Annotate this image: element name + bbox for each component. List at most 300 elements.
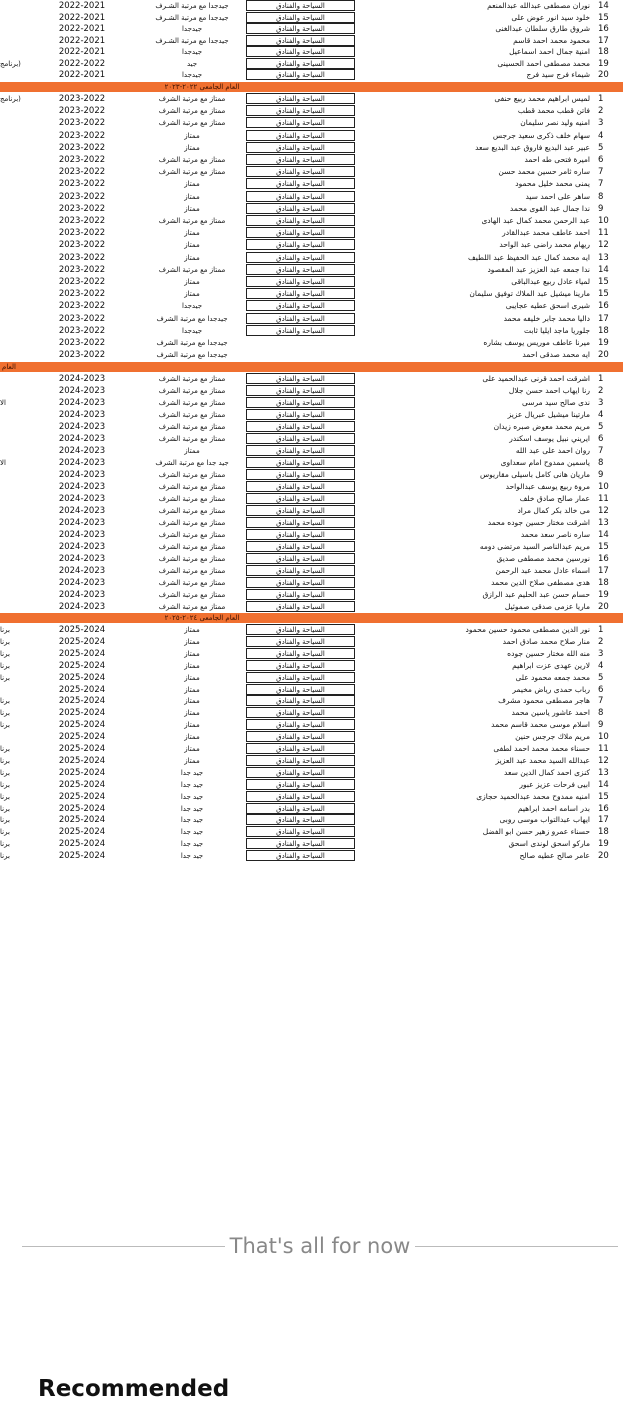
student-name: سهام خلف ذكرى سعيد جرجس: [492, 130, 590, 140]
student-name: ايه محمد صدقى احمد: [522, 350, 590, 360]
row-number: 9: [598, 720, 604, 731]
department: السياحة والفنادق: [246, 276, 355, 287]
row-number: 3: [598, 118, 604, 129]
academic-year: 2025-2024: [58, 827, 106, 838]
academic-year: 2024-2023: [58, 494, 106, 504]
table-row: [0, 589, 640, 601]
grade: جيد جدا: [180, 780, 204, 789]
truncated-note: برنا: [0, 637, 10, 646]
table-row: [0, 276, 640, 288]
department: السياحة والفنادق: [246, 684, 355, 695]
academic-year: 2023-2022: [58, 228, 106, 239]
student-name: هدى مصطفى صلاح الدين محمد: [491, 578, 590, 587]
academic-year: 2023-2022: [58, 338, 106, 348]
table-row: [0, 35, 640, 47]
department: السياحة والفنادق: [246, 469, 355, 480]
table-row: [0, 325, 640, 337]
row-number: 1: [598, 625, 604, 635]
row-number: 20: [598, 70, 609, 80]
table-row: [0, 191, 640, 203]
student-name: محمد جمعه محمود على: [515, 672, 590, 682]
row-number: 17: [598, 35, 609, 46]
department: السياحة والفنادق: [246, 445, 355, 456]
grade: ممتاز مع مرتبة الشرف: [158, 603, 226, 611]
academic-year: 2024-2023: [58, 482, 106, 492]
grade: ممتاز: [184, 131, 200, 140]
academic-year: 2023-2022: [58, 289, 106, 300]
table-row: [0, 719, 640, 731]
academic-year: 2023-2022: [58, 106, 106, 117]
table-row: [0, 731, 640, 743]
table-row: [0, 672, 640, 684]
department: السياحة والفنادق: [246, 227, 355, 238]
truncated-note: برنا: [0, 697, 10, 706]
table-row: [0, 541, 640, 553]
department: السياحة والفنادق: [246, 660, 355, 671]
grade: ممتاز مع مرتبة الشرف: [158, 531, 226, 539]
row-number: 7: [598, 179, 604, 190]
table-row: [0, 660, 640, 672]
department: السياحة والفنادق: [246, 264, 355, 275]
truncated-note: برنا: [0, 840, 10, 849]
grade: ممتاز مع مرتبة الشرف: [158, 507, 226, 515]
grade: جيدجدا مع مرتبة الشـرف: [155, 36, 229, 45]
table-row: [0, 288, 640, 300]
grade: ممتاز مع مرتبة الشرف: [158, 156, 226, 164]
table-row: [0, 23, 640, 35]
student-name: مارتينا ميشيل عبريال عزيز: [507, 410, 590, 419]
academic-year: 2023-2022: [58, 118, 106, 129]
student-name: رنا ايهاب احمد حسن جلال: [508, 386, 590, 395]
department: السياحة والفنادق: [246, 46, 355, 57]
grade: ممتاز: [184, 745, 200, 753]
row-number: 16: [598, 554, 609, 564]
student-name: ساره ناصر سعد محمد: [520, 530, 590, 539]
table-row: [0, 142, 640, 154]
department: السياحة والفنادق: [246, 58, 355, 69]
grade: جيد جدا مع مرتبة الشرف: [155, 459, 229, 467]
department: السياحة والفنادق: [246, 803, 355, 814]
grade: ممتاز مع مرتبة الشرف: [158, 579, 226, 587]
grade: ممتاز: [184, 253, 200, 262]
academic-year: 2024-2023: [58, 446, 106, 456]
truncated-note: برنا: [0, 626, 10, 634]
academic-year: 2024-2023: [58, 410, 106, 420]
student-name: امنيه ممدوح محمد عبدالحميد حجازى: [476, 791, 590, 801]
academic-year: 2023-2022: [58, 350, 106, 361]
student-name: داليا محمد جابر خليفه محمد: [503, 313, 590, 323]
grade: جيدجدا مع مرتبة الشرف: [156, 314, 228, 323]
row-number: 5: [598, 142, 604, 153]
table-row: [0, 755, 640, 767]
truncated-note: (برنامج: [0, 95, 21, 103]
grade: ممتاز مع مرتبة الشرف: [158, 119, 226, 128]
student-name: احمد عاطف محمد عبدالقادر: [502, 228, 590, 238]
grade: ممتاز: [184, 637, 200, 646]
grade: ممتاز مع مرتبة الشرف: [158, 423, 226, 431]
academic-year: 2023-2022: [58, 203, 106, 214]
department: السياحة والفنادق: [246, 239, 355, 250]
department: السياحة والفنادق: [246, 142, 355, 153]
row-number: 4: [598, 410, 604, 420]
grade: ممتاز: [184, 733, 200, 742]
grade: ممتاز: [184, 721, 200, 730]
department: السياحة والفنادق: [246, 672, 355, 683]
table-row: [0, 529, 640, 541]
table-row: [0, 577, 640, 589]
grade: ممتاز مع مرتبة الشرف: [158, 265, 226, 274]
student-name: ماريان هانى كامل باسيلى مقاريوس: [480, 470, 590, 479]
student-name: عمار صالح صادق خلف: [519, 494, 590, 503]
student-name: بدر اسامه احمد ابراهيم: [517, 803, 590, 813]
student-name: اميرة فتحى طه احمد: [524, 155, 590, 164]
table-row: [0, 517, 640, 529]
row-number: 18: [598, 325, 609, 336]
row-number: 3: [598, 398, 604, 408]
department: السياحة والفنادق: [246, 743, 355, 754]
department: السياحة والفنادق: [246, 541, 355, 552]
table-row: [0, 203, 640, 215]
department: السياحة والفنادق: [246, 826, 355, 837]
academic-year: 2024-2023: [58, 542, 106, 552]
row-number: 10: [598, 732, 609, 743]
academic-year: 2024-2023: [58, 554, 106, 564]
academic-year: 2023-2022: [58, 301, 106, 312]
grade: ممتاز مع مرتبة الشرف: [158, 411, 226, 419]
student-name: مريم عبدالناصر السيد مرتضى دومه: [479, 542, 590, 551]
department: السياحة والفنادق: [246, 624, 355, 635]
row-number: 20: [598, 851, 609, 862]
department: السياحة والفنادق: [246, 0, 355, 11]
table-row: [0, 826, 640, 838]
row-number: 19: [598, 590, 609, 600]
department: السياحة والفنادق: [246, 300, 355, 311]
academic-year: 2025-2024: [58, 839, 106, 850]
department: السياحة والفنادق: [246, 791, 355, 802]
row-number: 11: [598, 228, 609, 239]
grade: جيد جدا: [180, 852, 204, 861]
academic-year: 2022-2021: [58, 47, 106, 57]
table-row: [0, 601, 640, 613]
table-row: [0, 300, 640, 312]
row-number: 6: [598, 155, 604, 165]
row-number: 13: [598, 767, 609, 778]
table-row: [0, 814, 640, 826]
student-name: فاتن قطب محمد قطب: [517, 106, 590, 116]
academic-year: 2025-2024: [58, 851, 106, 862]
grade: ممتاز مع مرتبة الشرف: [158, 495, 226, 503]
academic-year: 2023-2022: [58, 142, 106, 153]
academic-year: 2023-2022: [58, 155, 106, 165]
row-number: 9: [598, 470, 604, 480]
department: السياحة والفنادق: [246, 850, 355, 861]
academic-year: 2024-2023: [58, 590, 106, 600]
grade: ممتاز مع مرتبة الشرف: [158, 107, 226, 116]
row-number: 16: [598, 24, 609, 34]
row-number: 14: [598, 530, 609, 540]
table-row: [0, 421, 640, 433]
department: السياحة والفنادق: [246, 409, 355, 420]
row-number: 17: [598, 566, 609, 576]
student-name: ميرنا عاطف موريس يوسف بشاره: [483, 338, 590, 347]
academic-year: 2024-2023: [58, 398, 106, 408]
row-number: 1: [598, 94, 604, 104]
academic-year: 2024-2023: [58, 422, 106, 432]
department: السياحة والفنادق: [246, 105, 355, 116]
department: السياحة والفنادق: [246, 493, 355, 504]
table-row: [0, 215, 640, 227]
academic-year: 2025-2024: [58, 744, 106, 754]
academic-year: 2024-2023: [58, 530, 106, 540]
grade: ممتاز: [184, 649, 200, 658]
department: السياحة والفنادق: [246, 838, 355, 849]
truncated-note: الا: [0, 459, 6, 467]
grade: ممتاز: [184, 447, 200, 455]
student-name: حسام حسن عبد الحليم عبد الرازق: [482, 590, 590, 599]
table-row: [0, 46, 640, 58]
grade: جيد جدا: [180, 828, 204, 837]
student-name: عبير عبد البديع فاروق عبد البديع سعد: [475, 142, 590, 152]
academic-year: 2022-2021: [58, 70, 106, 80]
truncated-note: برنا: [0, 673, 10, 682]
row-number: 15: [598, 12, 609, 23]
student-name: ابيى فرحات عزيز عبور: [519, 779, 590, 789]
truncated-note: برنا: [0, 768, 10, 777]
end-of-feed: [0, 1232, 640, 1260]
row-number: 15: [598, 289, 609, 300]
academic-year: 2023-2022: [58, 191, 106, 202]
table-row: [0, 743, 640, 755]
row-number: 15: [598, 542, 609, 552]
grade: ممتاز: [184, 697, 200, 706]
row-number: 14: [598, 264, 609, 275]
row-number: 17: [598, 313, 609, 324]
grade: جيد جدا: [180, 792, 204, 801]
grade: جيدجدا مع مرتبة الشرف: [156, 351, 228, 360]
row-number: 9: [598, 203, 604, 214]
department: السياحة والفنادق: [246, 93, 355, 104]
row-number: 20: [598, 350, 609, 361]
table-row: [0, 58, 640, 70]
academic-year: 2025-2024: [58, 755, 106, 766]
grade: ممتاز مع مرتبة الشرف: [158, 483, 226, 491]
student-name: ساره ثامر حسين محمد حسن: [498, 167, 590, 177]
grade: ممتاز مع مرتبة الشرف: [158, 471, 226, 479]
academic-year: 2023-2022: [58, 179, 106, 190]
academic-year: 2022-2021: [58, 12, 106, 23]
student-name: نوران مصطفى عبدالله عبدالمنعم: [487, 1, 590, 10]
truncated-note: برنا: [0, 661, 10, 670]
department: السياحة والفنادق: [246, 529, 355, 540]
student-name: ريهام محمد راضى عبد الواحد: [499, 240, 590, 250]
department: السياحة والفنادق: [246, 215, 355, 226]
grade: ممتاز: [184, 192, 200, 201]
student-name: اسماء عادل محمد عبد الرحمن: [495, 566, 590, 575]
row-number: 12: [598, 506, 609, 516]
student-name: نورسين محمد مصطفى صديق: [496, 554, 590, 563]
row-number: 7: [598, 446, 604, 456]
table-row: [0, 469, 640, 481]
grade: ممتاز: [184, 661, 200, 670]
academic-year: 2022-2022: [58, 58, 106, 69]
student-name: اشرقت احمد قرنى عبدالحميد على: [482, 374, 590, 383]
grade: ممتاز مع مرتبة الشرف: [158, 555, 226, 563]
grade: جيدجدا: [181, 48, 203, 56]
student-name: ندا جمال عبد القوى محمد: [509, 203, 590, 213]
student-name: مريم ملاك جرجس حنين: [515, 732, 590, 742]
student-name: ايه محمد كمال عبد الحفيظ عبد اللطيف: [467, 252, 590, 262]
department: السياحة والفنادق: [246, 325, 355, 336]
truncated-note: الا: [0, 399, 6, 407]
academic-year: 2024-2023: [58, 518, 106, 528]
academic-year: 2023-2022: [58, 216, 106, 226]
table-row: [0, 791, 640, 803]
row-number: 16: [598, 301, 609, 312]
academic-year: 2025-2024: [58, 648, 106, 659]
academic-year: 2023-2022: [58, 130, 106, 141]
row-number: 3: [598, 648, 604, 659]
year-header-band: [0, 362, 623, 372]
row-number: 20: [598, 602, 609, 612]
department: السياحة والفنادق: [246, 23, 355, 34]
academic-year: 2023-2022: [58, 277, 106, 287]
student-name: حسناء محمد محمد احمد لطفى: [493, 744, 590, 753]
academic-year: 2025-2024: [58, 696, 106, 707]
student-name: ماركو اسحق لوندى اسحق: [508, 839, 590, 849]
truncated-note: برنا: [0, 828, 10, 837]
grade: جيدجدا مع مرتبة الشـرف: [155, 13, 229, 22]
table-row: [0, 838, 640, 850]
academic-year: 2025-2024: [58, 720, 106, 731]
table-row: [0, 373, 640, 385]
table-row: [0, 767, 640, 779]
student-name: ندا جمعه عبد العزيز عبد المقصود: [487, 264, 590, 274]
academic-year: 2024-2023: [58, 458, 106, 468]
department: السياحة والفنادق: [246, 433, 355, 444]
year-header-text: العام: [2, 363, 16, 371]
row-number: 11: [598, 744, 609, 754]
department: السياحة والفنادق: [246, 577, 355, 588]
academic-year: 2025-2024: [58, 684, 106, 695]
row-number: 2: [598, 106, 604, 117]
grade: ممتاز: [184, 290, 200, 299]
grade: جيدجدا: [181, 302, 203, 311]
academic-year: 2022-2021: [58, 35, 106, 46]
department: السياحة والفنادق: [246, 505, 355, 516]
table-row: [0, 707, 640, 719]
row-number: 15: [598, 277, 609, 287]
truncated-note: برنا: [0, 649, 10, 658]
department: السياحة والفنادق: [246, 589, 355, 600]
row-number: 14: [598, 779, 609, 790]
table-row: [0, 154, 640, 166]
row-number: 17: [598, 815, 609, 826]
grade: ممتاز مع مرتبة الشرف: [158, 543, 226, 551]
academic-year: 2025-2024: [58, 708, 106, 719]
row-number: 18: [598, 47, 609, 57]
academic-year: 2023-2022: [58, 240, 106, 251]
student-name: ندى صالح سيد مرسى: [521, 398, 590, 407]
row-number: 10: [598, 482, 609, 492]
student-name: يمنى محمد خليل محمود: [515, 179, 590, 189]
department: السياحة والفنادق: [246, 767, 355, 778]
student-name: روان احمد على عبد الله: [515, 446, 590, 455]
department: السياحة والفنادق: [246, 553, 355, 564]
table-row: [0, 624, 640, 636]
department: السياحة والفنادق: [246, 69, 355, 80]
table-row: [0, 779, 640, 791]
student-name: حسناء عمرو زهير حسن ابو الفضل: [482, 827, 590, 837]
table-row: [0, 481, 640, 493]
truncated-note: برنا: [0, 852, 10, 861]
table-row: [0, 397, 640, 409]
student-name: شروق طارق سلطان عبدالغنى: [495, 24, 590, 33]
row-number: 18: [598, 827, 609, 838]
table-row: [0, 264, 640, 276]
student-name: شيماء فرج سيد فرج: [526, 70, 590, 79]
row-number: 2: [598, 636, 604, 647]
grade: جيد جدا: [180, 804, 204, 813]
row-number: 6: [598, 434, 604, 444]
academic-year: 2023-2022: [58, 264, 106, 275]
department: السياحة والفنادق: [246, 130, 355, 141]
student-name: اشرقت مختار حسين جوده محمد: [487, 518, 590, 527]
table-row: [0, 227, 640, 239]
department: السياحة والفنادق: [246, 385, 355, 396]
academic-year: 2023-2022: [58, 252, 106, 263]
truncated-note: برنا: [0, 745, 10, 753]
row-number: 4: [598, 130, 604, 141]
student-name: لارين عهدى عزت ابراهيم: [512, 660, 590, 670]
grade: ممتاز: [184, 241, 200, 250]
grade: ممتاز مع مرتبة الشرف: [158, 168, 226, 177]
student-name: محمود محمد احمد قاسم: [513, 35, 590, 45]
grade: ممتاز: [184, 204, 200, 213]
student-name: ماريا عزمى صدقى صموئيل: [504, 602, 590, 611]
row-number: 13: [598, 252, 609, 263]
grade: ممتاز: [184, 626, 200, 634]
department: السياحة والفنادق: [246, 12, 355, 23]
table-row: [0, 445, 640, 457]
student-name: مريم محمد معوض صبره زيدان: [493, 422, 590, 431]
grade: ممتاز: [184, 756, 200, 765]
divider-left: [22, 1246, 225, 1247]
department: السياحة والفنادق: [246, 565, 355, 576]
grade: جيدجدا مع مرتبة الشرف: [156, 339, 228, 347]
department: السياحة والفنادق: [246, 457, 355, 468]
department: السياحة والفنادق: [246, 695, 355, 706]
student-name: خلود سيد انور عوض على: [511, 12, 590, 22]
table-row: [0, 166, 640, 178]
row-number: 15: [598, 791, 609, 802]
grade: ممتاز مع مرتبة الشرف: [158, 519, 226, 527]
department: السياحة والفنادق: [246, 648, 355, 659]
academic-year: 2023-2022: [58, 167, 106, 178]
row-number: 7: [598, 167, 604, 178]
student-name: منه الله مختار حسين جوده: [507, 648, 590, 658]
grade: ممتاز مع مرتبة الشرف: [158, 375, 226, 383]
student-name: عامر صالح عطيه صالح: [519, 851, 590, 861]
table-row: [0, 105, 640, 117]
grade: جيدجدا: [181, 326, 203, 335]
academic-year: 2024-2023: [58, 434, 106, 444]
table-row: [0, 0, 640, 12]
row-number: 8: [598, 458, 604, 468]
grade: ممتاز: [184, 709, 200, 718]
truncated-note: برنا: [0, 804, 10, 813]
recommended-heading: Recommended: [38, 1376, 230, 1402]
grade: جيد جدا: [180, 816, 204, 825]
